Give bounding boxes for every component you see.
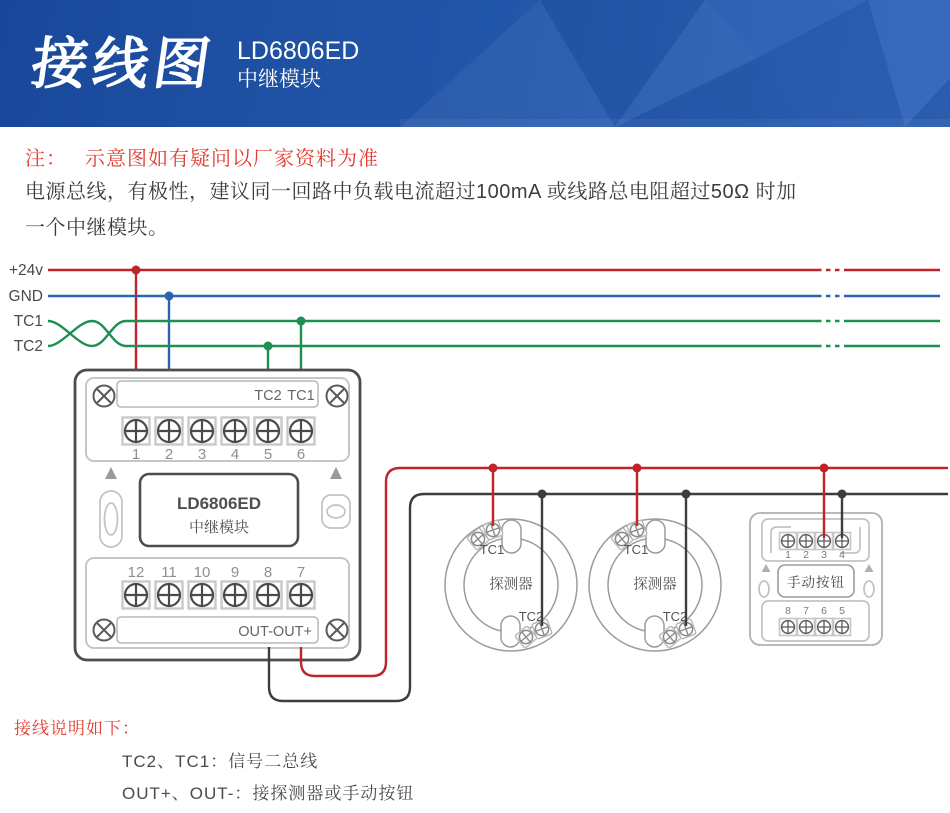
button-terminal-number: 3 — [821, 549, 827, 561]
detector-terminal-tc2: TC2 — [662, 609, 688, 624]
bus-line-tc1-twisted — [48, 321, 940, 346]
bus-label-tc1: TC1 — [13, 313, 43, 330]
terminal-screw-icon — [189, 418, 216, 445]
detector-slot — [502, 520, 521, 553]
terminal-screw-icon — [123, 418, 150, 445]
terminal-number: 10 — [193, 564, 211, 581]
legend-item-out: OUT+、OUT-：接探测器或手动按钮 — [122, 784, 415, 803]
bus-line-tc2-twisted — [48, 321, 940, 346]
module-bottom-strip-label: OUT-OUT+ — [238, 624, 312, 640]
corner-screw-icon — [94, 386, 115, 407]
terminal-number: 9 — [230, 564, 240, 581]
detector-terminal-tc2: TC2 — [518, 609, 544, 624]
button-name-text: 手动按钮 — [787, 575, 845, 590]
terminal-number: 11 — [161, 564, 177, 581]
legend-title: 接线说明如下： — [14, 719, 140, 738]
button-screw-icon — [798, 619, 815, 636]
button-terminal-number: 8 — [785, 605, 791, 617]
corner-screw-icon — [94, 620, 115, 641]
button-terminal-number: 1 — [785, 549, 791, 561]
detector-2 — [589, 519, 721, 651]
terminal-number: 5 — [263, 446, 273, 463]
detector-slot — [645, 616, 664, 647]
relay-module — [75, 370, 360, 660]
module-model-text: LD6806ED — [176, 494, 262, 513]
detector-name: 探测器 — [633, 577, 677, 593]
button-terminal-number: 5 — [839, 605, 845, 617]
terminal-screw-icon — [189, 582, 216, 609]
terminal-number: 4 — [230, 446, 240, 463]
bus-label-gnd: GND — [8, 288, 43, 305]
terminal-screw-icon — [288, 582, 315, 609]
detector-slot — [501, 616, 520, 647]
terminal-screw-icon — [123, 582, 150, 609]
button-screw-icon — [834, 619, 851, 636]
button-terminal-number: 6 — [821, 605, 827, 617]
detector-terminal-tc1: TC1 — [623, 542, 649, 557]
corner-screw-icon — [327, 386, 348, 407]
button-screw-icon — [816, 619, 833, 636]
legend-item-tc: TC2、TC1：信号二总线 — [122, 752, 319, 771]
terminal-screw-icon — [255, 418, 282, 445]
button-terminal-number: 2 — [803, 549, 809, 561]
manual-button-box — [750, 513, 882, 645]
button-terminal-number: 4 — [839, 549, 845, 561]
terminal-screw-icon — [288, 418, 315, 445]
terminal-screw-icon — [222, 418, 249, 445]
detector-1 — [445, 519, 577, 651]
module-top-strip-tc1: TC1 — [287, 388, 315, 404]
description-line-1: 电源总线，有极性，建议同一回路中负载电流超过100mA 或线路总电阻超过50Ω 时加 — [25, 181, 797, 203]
description-line-2: 一个中继模块。 — [25, 217, 169, 239]
button-terminal-number: 7 — [803, 605, 809, 617]
module-top-strip-tc2: TC2 — [254, 388, 282, 404]
terminal-screw-icon — [156, 418, 183, 445]
detector-slot — [646, 520, 665, 553]
detector-terminal-tc1: TC1 — [479, 542, 505, 557]
terminal-number: 1 — [131, 446, 141, 463]
terminal-number: 7 — [296, 564, 306, 581]
corner-screw-icon — [327, 620, 348, 641]
button-screw-icon — [780, 619, 797, 636]
note-prefix: 注： — [25, 148, 67, 170]
terminal-screw-icon — [156, 582, 183, 609]
junction-dots-blue — [165, 292, 174, 301]
note-text: 示意图如有疑问以厂家资料为准 — [85, 148, 379, 170]
module-name-text: 中继模块 — [188, 519, 250, 536]
terminal-screw-icon — [222, 582, 249, 609]
terminal-number: 3 — [197, 446, 207, 463]
page-title: 接线图 — [27, 31, 220, 95]
terminal-screw-icon — [255, 582, 282, 609]
terminal-number: 12 — [127, 564, 145, 581]
terminal-number: 2 — [164, 446, 174, 463]
button-screw-icon — [798, 533, 815, 550]
button-screw-icon — [780, 533, 797, 550]
bus-label-tc2: TC2 — [13, 338, 43, 355]
terminal-number: 8 — [263, 564, 273, 581]
terminal-number: 6 — [296, 446, 306, 463]
header-model: LD6806ED — [237, 36, 360, 65]
header-model-type: 中继模块 — [237, 67, 321, 91]
bus-label-24v: +24v — [8, 262, 43, 279]
detector-name: 探测器 — [489, 577, 533, 593]
bus-labels — [9, 262, 44, 355]
